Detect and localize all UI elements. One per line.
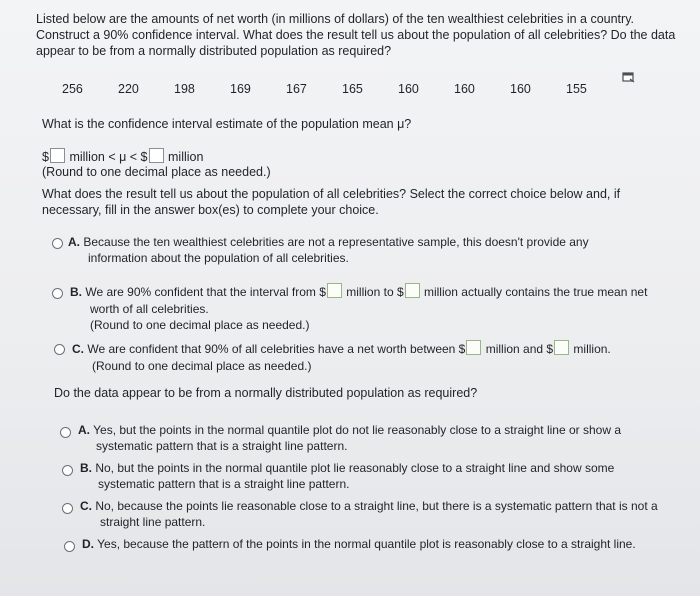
part2-option-c-radio[interactable] <box>54 344 65 355</box>
part3-option-c-radio[interactable] <box>62 503 73 514</box>
part2-option-a[interactable] <box>68 235 589 250</box>
part3-option-d[interactable] <box>82 537 636 552</box>
part2-prompt-line-2: necessary, fill in the answer box(es) to complete your choice. <box>42 203 379 217</box>
option-text-pre: We are 90% confident that the interval from $ <box>85 285 326 299</box>
part2-option-a-line-2: information about the population of all celebrities. <box>88 251 349 265</box>
part1-prompt: What is the confidence interval estimate of the population mean μ? <box>42 117 412 131</box>
data-value: 160 <box>454 82 475 96</box>
option-letter: B. <box>70 285 82 299</box>
part2-option-c[interactable] <box>72 340 611 357</box>
option-text: Because the ten wealthiest celebrities are not a representative sample, this doesn't provide any <box>83 235 589 249</box>
part3-option-b-line-2: systematic pattern that is a straight line pattern. <box>98 477 350 491</box>
part2-option-b-line-3: (Round to one decimal place as needed.) <box>90 318 310 332</box>
part3-prompt: Do the data appear to be from a normally distributed population as required? <box>54 386 478 400</box>
option-text: No, because the points lie reasonable close to a straight line, but there is a systematic pattern that is not a <box>95 499 658 513</box>
interval-end-text: million <box>168 150 204 164</box>
data-value: 160 <box>398 82 419 96</box>
part1-interval-row <box>42 148 203 165</box>
part3-option-c[interactable] <box>80 499 658 514</box>
data-value: 169 <box>230 82 251 96</box>
upper-bound-input[interactable] <box>149 148 164 163</box>
option-text-post: million. <box>573 342 611 356</box>
c-lower-input[interactable] <box>466 340 481 355</box>
dollar-sign: $ <box>42 150 49 164</box>
part3-option-b-radio[interactable] <box>62 465 73 476</box>
part2-option-c-line-2: (Round to one decimal place as needed.) <box>92 359 312 373</box>
data-values-row <box>62 82 682 102</box>
c-upper-input[interactable] <box>554 340 569 355</box>
option-letter: A. <box>68 235 80 249</box>
option-text-post: million actually contains the true mean net <box>423 285 648 299</box>
question-line-2: Construct a 90% confidence interval. What does the result tell us about the population of all celebrities? Do the data <box>36 28 676 42</box>
data-value: 167 <box>286 82 307 96</box>
option-letter: B. <box>80 461 92 475</box>
part3-option-a[interactable] <box>78 423 621 438</box>
option-text-mid: million to $ <box>346 285 404 299</box>
data-value: 155 <box>566 82 587 96</box>
part2-option-b-line-2: worth of all celebrities. <box>90 302 209 316</box>
part2-option-b[interactable] <box>70 283 647 300</box>
part3-option-d-radio[interactable] <box>64 541 75 552</box>
copy-data-icon[interactable] <box>622 72 636 84</box>
option-text-mid: million and $ <box>485 342 554 356</box>
part3-option-a-line-2: systematic pattern that is a straight line pattern. <box>96 439 348 453</box>
b-upper-input[interactable] <box>405 283 420 298</box>
part1-round-note: (Round to one decimal place as needed.) <box>42 165 271 179</box>
part3-option-b[interactable] <box>80 461 614 476</box>
option-letter: A. <box>78 423 90 437</box>
option-text-pre: We are confident that 90% of all celebrities have a net worth between $ <box>87 342 466 356</box>
part3-option-c-line-2: straight line pattern. <box>100 515 206 529</box>
part3-option-a-radio[interactable] <box>60 427 71 438</box>
lower-bound-input[interactable] <box>50 148 65 163</box>
option-text: No, but the points in the normal quantile plot lie reasonably close to a straight line and show some <box>95 461 615 475</box>
option-letter: D. <box>82 537 94 551</box>
option-text: Yes, because the pattern of the points in the normal quantile plot is reasonably close to a straight line. <box>97 537 636 551</box>
part2-option-b-radio[interactable] <box>52 288 63 299</box>
question-line-1: Listed below are the amounts of net worth (in millions of dollars) of the ten wealthiest celebrities in a country. <box>36 12 634 26</box>
part2-prompt-line-1: What does the result tell us about the population of all celebrities? Select the correct choice below and, if <box>42 187 621 201</box>
data-value: 160 <box>510 82 531 96</box>
data-value: 165 <box>342 82 363 96</box>
option-text: Yes, but the points in the normal quantile plot do not lie reasonably close to a straight line or show a <box>93 423 622 437</box>
question-line-3: appear to be from a normally distributed population as required? <box>36 44 392 58</box>
data-value: 198 <box>174 82 195 96</box>
option-letter: C. <box>72 342 84 356</box>
option-letter: C. <box>80 499 92 513</box>
interval-mid-text: million < μ < $ <box>69 150 148 164</box>
data-value: 256 <box>62 82 83 96</box>
b-lower-input[interactable] <box>327 283 342 298</box>
part2-option-a-radio[interactable] <box>52 238 63 249</box>
question-text <box>36 11 686 59</box>
data-value: 220 <box>118 82 139 96</box>
